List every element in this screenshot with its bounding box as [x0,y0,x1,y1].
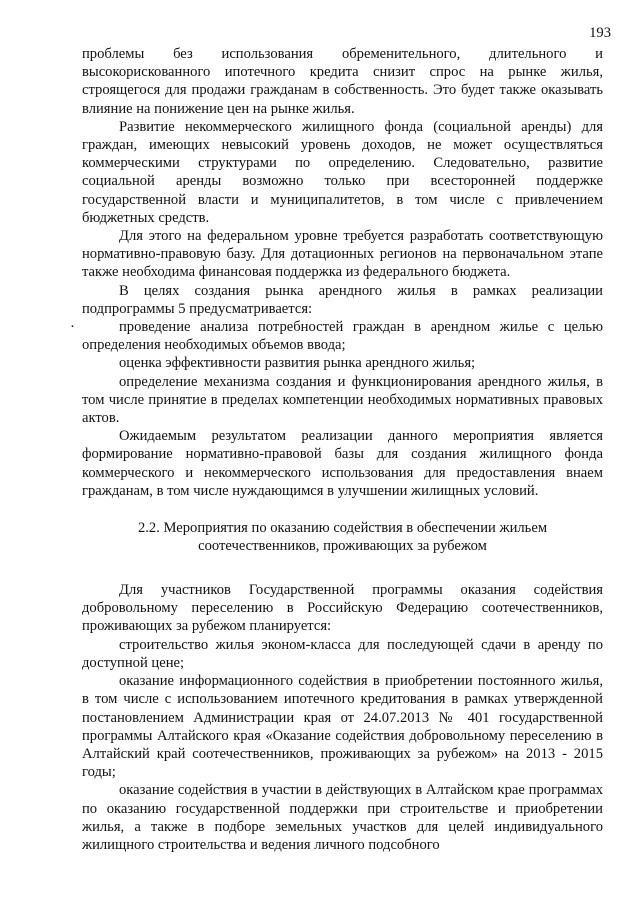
document-body [70,45,603,854]
paragraph-continuation: проблемы без использования обременительного, длительного и высокорискованного ипотечного кредита снизит спрос на рынке жилья, строящегося для продажи гражданам в собственность. Это будет также оказывать влияние на понижение цен на рынке жилья. [82,46,603,117]
paragraph-expected-result: Ожидаемым результатом реализации данного мероприятия является формирование нормативно-правовой базы для создания жилищного фонда коммерческого и некоммерческого использования для предоставления внаем гражданам, в том числе нуждающимся в улучшении жилищных условий. [82,428,603,499]
paragraph-participants: Для участников Государственной программы оказания содействия добровольному переселению в Российскую Федерацию соотечественников, проживающих за рубежом планируется: [82,582,603,635]
list-item-analysis [70,318,603,354]
paragraph-rental-market: В целях создания рынка арендного жилья в рамках реализации подпрограммы 5 предусматривается: [82,282,603,317]
section-heading [82,520,603,555]
section-heading-line: 2.2. Мероприятия по оказанию содействия в обеспечении жильем [137,520,548,537]
page-number: 193 [589,25,611,41]
list-item-text: проведение анализа потребностей граждан в арендном жилье с целью определения необходимых объемов ввода; [82,319,603,354]
list-item-evaluation: оценка эффективности развития рынка арендного жилья; [119,355,476,372]
paragraph-federal-level: Для этого на федеральном уровне требуется разработать соответствующую нормативно-правовую базу. Для дотационных регионов на первоначальном этапе также необходима финансовая поддержка из федерального бюджета. [82,228,603,281]
list-item-information: оказание информационного содействия в приобретении постоянного жилья, в том числе с использованием ипотечного кредитования в рамках утвержденной постановлением Администрации края от 24.07.2013 № 401 государственной программы Алтайского края «Оказание содействия добровольному переселению в Алтайский край соотечественников, проживающих за рубежом» на 2013 - 2015 годы; [82,673,603,781]
list-item-mechanism: определение механизма создания и функционирования арендного жилья, в том числе принятие в пределах компетенции необходимых нормативных правовых актов. [82,373,603,427]
list-item-construction: строительство жилья эконом-класса для последующей сдачи в аренду по доступной цене; [82,636,603,671]
section-heading-line: соотечественников, проживающих за рубежом [198,537,487,554]
paragraph-social-rent: Развитие некоммерческого жилищного фонда (социальной аренды) для граждан, имеющих невысокий уровень доходов, не может осуществляться коммерческими структурами по определению. Следовательно, развитие социальной аренды возможно только при всесторонней поддержке государственной власти и муниципалитетов, в том числе с привлечением бюджетных средств. [82,118,603,226]
list-item-assistance: оказание содействия в участии в действующих в Алтайском крае программах по оказанию государственной поддержки при строительстве и приобретении жилья, а также в подборе земельных участков для целей индивидуального жилищного строительства и ведения личного подсобного [82,782,603,853]
bullet-dot-icon: · [70,319,75,336]
